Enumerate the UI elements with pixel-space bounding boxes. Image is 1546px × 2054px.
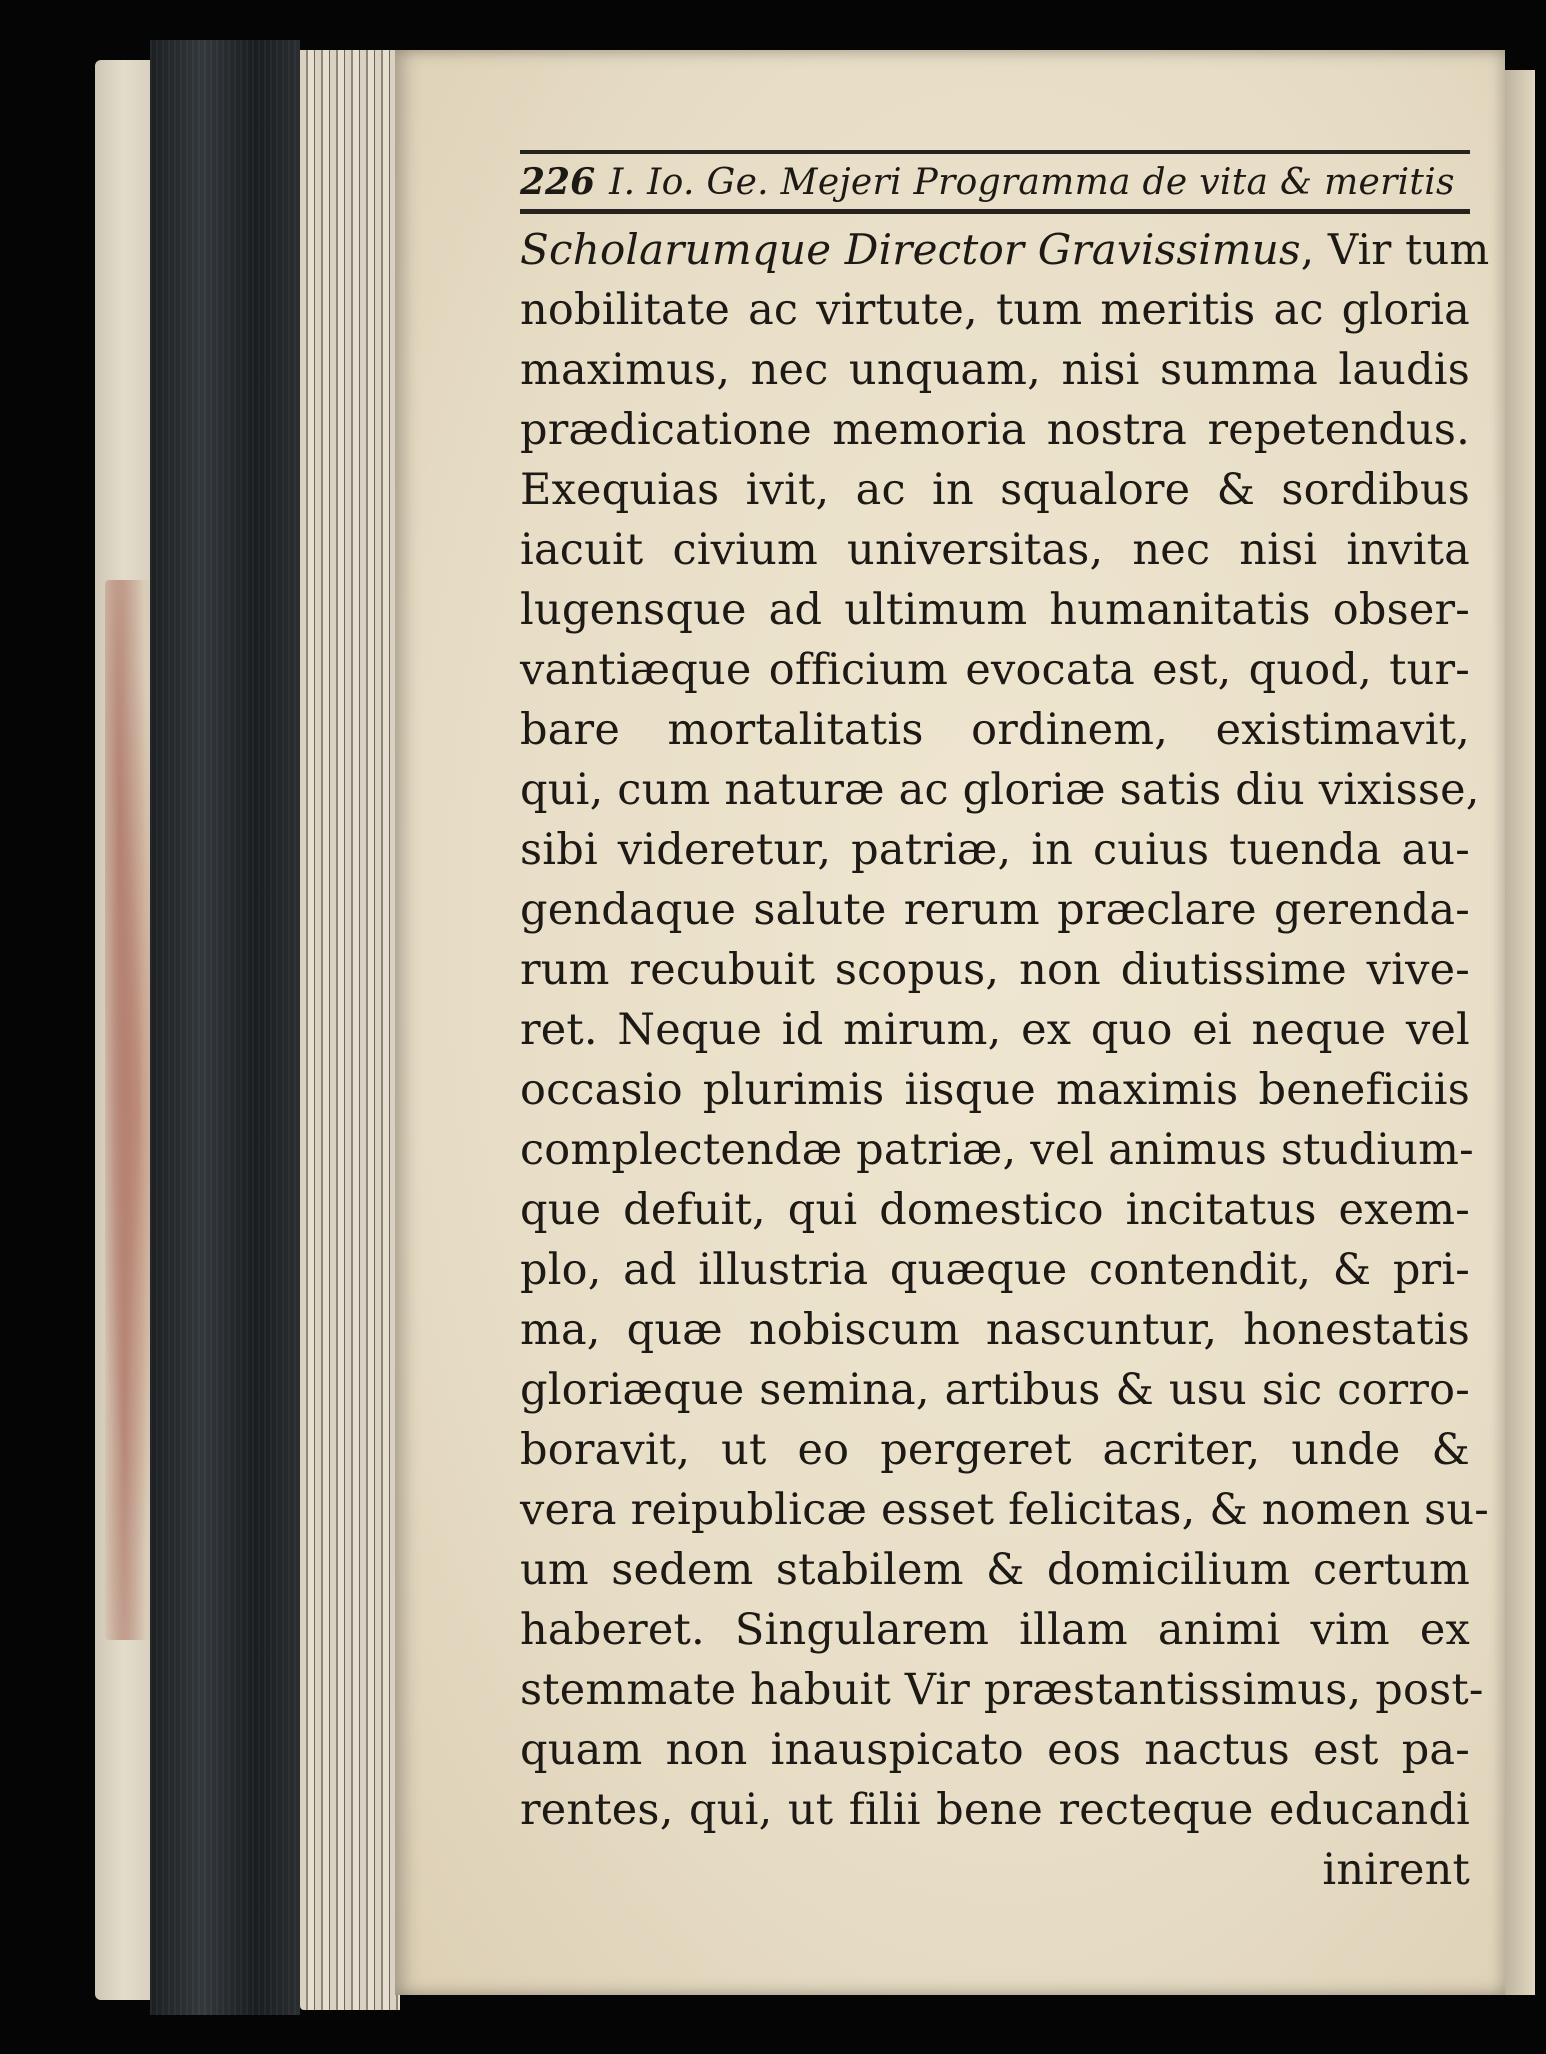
page-number: 226: [520, 161, 596, 203]
text-line: iacuit civium universitas, nec nisi invita: [520, 525, 1470, 575]
text-line: maximus, nec unquam, nisi summa laudis: [520, 345, 1470, 395]
text-line: gendaque salute rerum præclare gerenda-: [520, 885, 1470, 935]
header-rule-bottom: [520, 209, 1470, 214]
text-line: rum recubuit scopus, non diutissime vive-: [520, 945, 1470, 995]
facing-page-edge: [1505, 70, 1535, 1995]
running-title: I. Io. Ge. Mejeri Programma de vita & meritis: [609, 162, 1455, 203]
text-line: gloriæque semina, artibus & usu sic corro-: [520, 1365, 1470, 1415]
text-line: occasio plurimis iisque maximis beneficiis: [520, 1065, 1470, 1115]
text-line-normal: , Vir tum: [1300, 225, 1490, 274]
text-line: haberet. Singularem illam animi vim ex: [520, 1605, 1470, 1655]
text-line: plo, ad illustria quæque contendit, & pri-: [520, 1245, 1470, 1295]
text-line: lugensque ad ultimum humanitatis obser-: [520, 585, 1470, 635]
text-line: que defuit, qui domestico incitatus exem-: [520, 1185, 1470, 1235]
text-line: vantiæque officium evocata est, quod, tur-: [520, 645, 1470, 695]
text-line: nobilitate ac virtute, tum meritis ac gloria: [520, 285, 1470, 335]
text-line-italic: Scholarumque Director Gravissimus: [520, 225, 1301, 274]
text-line: boravit, ut eo pergeret acriter, unde &: [520, 1425, 1470, 1475]
text-line: stemmate habuit Vir præstantissimus, post-: [520, 1665, 1484, 1715]
header-rule-top: [520, 150, 1470, 154]
page-block-edge: [150, 40, 300, 2015]
text-line: qui, cum naturæ ac gloriæ satis diu vixisse,: [520, 765, 1480, 815]
text-line: prædicatione memoria nostra repetendus.: [520, 405, 1470, 455]
stacked-leaves: [300, 50, 400, 2010]
text-line: rentes, qui, ut filii bene recteque educandi: [520, 1785, 1470, 1835]
text-line: um sedem stabilem & domicilium certum: [520, 1545, 1470, 1595]
text-line: sibi videretur, patriæ, in cuius tuenda au-: [520, 825, 1470, 875]
running-header: [520, 160, 1470, 205]
catchword: inirent: [1322, 1845, 1470, 1895]
text-line: complectendæ patriæ, vel animus studium-: [520, 1125, 1474, 1175]
text-line: vera reipublicæ esset felicitas, & nomen su-: [520, 1485, 1489, 1535]
text-line: [520, 220, 1490, 280]
text-line: Exequias ivit, ac in squalore & sordibus: [520, 465, 1470, 515]
text-line: bare mortalitatis ordinem, existimavit,: [520, 705, 1470, 755]
text-line: quam non inauspicato eos nactus est pa-: [520, 1725, 1470, 1775]
page-text: [520, 150, 1490, 1900]
text-line: ret. Neque id mirum, ex quo ei neque vel: [520, 1005, 1470, 1055]
text-line: ma, quæ nobiscum nascuntur, honestatis: [520, 1305, 1470, 1355]
marbled-paper: [105, 580, 153, 1640]
